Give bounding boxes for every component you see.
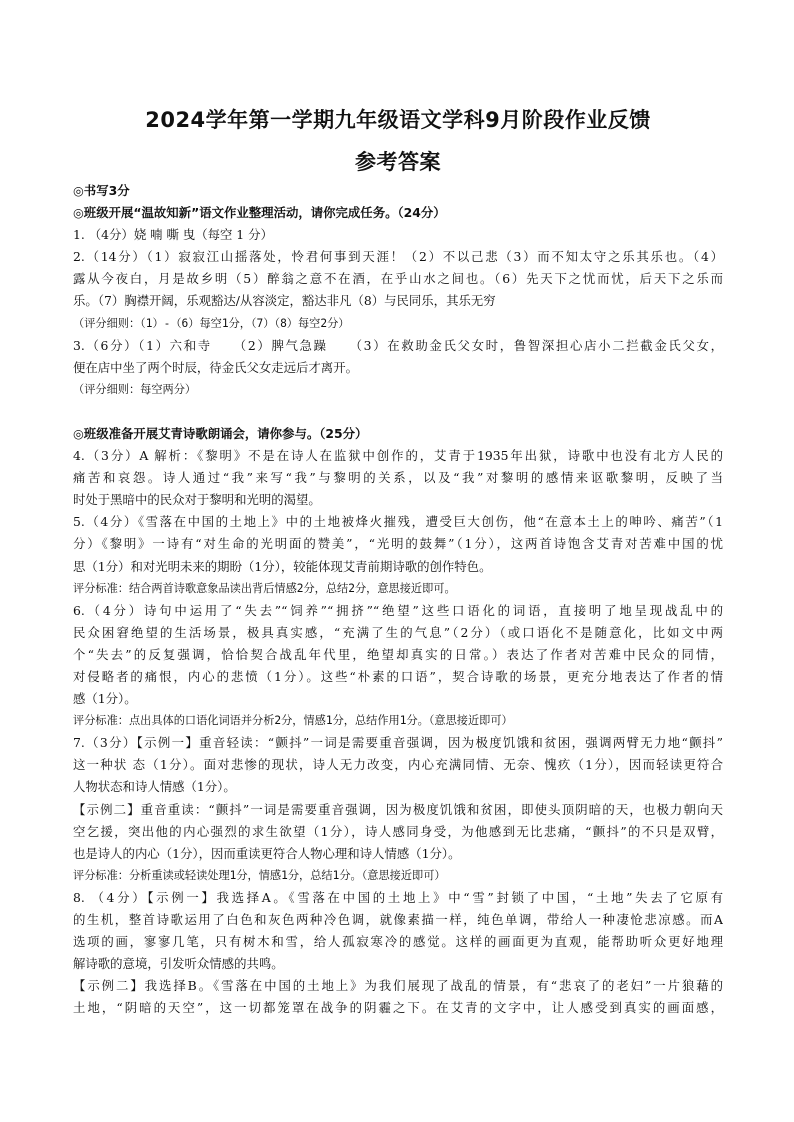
answer-line: 7.（3分）【示例一】重音轻读：“颤抖”一词是需要重音强调，因为极度饥饿和贫困，强调两臂无力地“颤抖” <box>73 735 723 751</box>
blank-line <box>73 401 723 423</box>
answer-line: 土地，“阴暗的天空”，这一切都笼罩在战争的阴霾之下。在艾青的文字中，让人感受到真实的画面感， <box>73 1000 723 1016</box>
answer-line: 5.（4分）《雪落在中国的土地上》中的土地被烽火摧残，遭受巨大创伤，他“在意本土上的呻吟、痛苦”（1 <box>73 514 723 530</box>
answer-line: 思（1分）和对光明未来的期盼（1分），较能体现艾青前期诗歌的创作特色。 <box>73 558 492 574</box>
answer-line: 露从今夜白，月是故乡明（5）醉翁之意不在酒，在乎山水之间也。（6）先天下之忧而忧，后天下之乐而 <box>73 271 723 287</box>
page-subtitle: 参考答案 <box>355 150 441 174</box>
section-heading: ◎班级准备开展艾青诗歌朗诵会，请你参与。（25分） <box>73 425 368 441</box>
scoring-note: 评分标准：结合两首诗歌意象品读出背后情感2分，总结2分，意思接近即可。 <box>73 581 456 595</box>
answer-line: 民众困窘绝望的生活场景，极具真实感，“充满了生的气息”（2分）（或口语化不是随意化，比如文中两 <box>73 624 723 640</box>
answer-line: 乐。（7）胸襟开阔，乐观豁达/从容淡定，豁达非凡（8）与民同乐，其乐无穷 <box>73 293 496 309</box>
answer-line: 痛苦和哀怨。诗人通过“我”来写“我”与黎明的关系，以及“我”对黎明的感情来讴歌黎明，反映了当 <box>73 470 723 486</box>
scoring-note: 评分标准：点出具体的口语化词语并分析2分，情感1分，总结作用1分。（意思接近即可） <box>73 714 513 728</box>
answer-line: 6.（4分）诗句中运用了“失去”“饲养”“拥挤”“绝望”这些口语化的词语，直接明了地呈现战乱中的 <box>73 602 723 618</box>
answer-line: 【示例二】我选择B。《雪落在中国的土地上》为我们展现了战乱的情景，有“悲哀了的老妇”一片狼藉的 <box>73 978 723 994</box>
answer-line: 1. （4分）娆 喃 嘶 曳（每空 1 分） <box>73 227 273 243</box>
answer-line: 对侵略者的痛恨，内心的悲愤（1分）。这些“朴素的口语”，契合诗歌的场景，更充分地表达了作者的情 <box>73 668 723 684</box>
answer-line: 空乞援，突出他的内心强烈的求生欲望（1分），诗人感同身受，为他感到无比悲痛，“颤抖”的不只是双臂， <box>73 823 723 839</box>
answer-line: 解诗歌的意境，引发听众情感的共鸣。 <box>73 956 284 972</box>
answer-line: 的生机，整首诗歌运用了白色和灰色两种冷色调，就像素描一样，纯色单调，带给人一种凄怆悲凉感。而A <box>73 912 723 927</box>
answer-line: 【示例二】重音重读：“颤抖”一词是需要重音强调，因为极度饥饿和贫困，即使头顶阴暗的天，也极力朝向天 <box>73 801 723 817</box>
answer-line: 2.（14分）（1）寂寂江山摇落处，怜君何事到天涯！（2）不以己悲（3）而不知太守之乐其乐也。（4） <box>73 249 723 265</box>
answer-line: 也是诗人的内心（1分），因而重读更符合人物心理和诗人情感（1分）。 <box>73 845 461 861</box>
page-title: 2024学年第一学期九年级语文学科9月阶段作业反馈 <box>145 108 651 132</box>
answer-line: 3.（6分）（1）六和寺 （2）脾气急躁 （3）在救助金氏父女时，鲁智深担心店小二拦截金氏父女， <box>73 337 723 353</box>
answer-line: 人物状态和诗人情感（1分）。 <box>73 779 236 795</box>
scoring-note: （评分细则：每空两分） <box>73 382 197 396</box>
section-heading: ◎书写3分 <box>73 183 130 198</box>
scoring-note: 评分标准：分析重读或轻读处理1分，情感1分，总结1分。（意思接近即可） <box>73 868 446 882</box>
answer-line: 4.（3分）A 解析：《黎明》不是在诗人在监狱中创作的，艾青于1935年出狱，诗歌中也没有北方人民的 <box>73 448 723 464</box>
scoring-note: （评分细则：（1）-（6）每空1分，（7）（8）每空2分） <box>73 316 350 330</box>
section-heading: ◎班级开展“温故知新”语文作业整理活动，请你完成任务。（24分） <box>73 205 446 221</box>
answer-line: 8. （4分）【示例一】我选择A。《雪落在中国的土地上》中“雪”封锁了中国，“土地”失去了它原有 <box>73 889 723 905</box>
answer-line: 个“失去”的反复强调，恰恰契合战乱年代里，绝望却真实的日常。）表达了作者对苦难中民众的同情， <box>73 646 723 662</box>
answer-content <box>73 180 723 1019</box>
answer-line: 选项的画，寥寥几笔，只有树木和雪，给人孤寂寒冷的感觉。这样的画面更为直观，能帮助听众更好地理 <box>73 934 723 950</box>
answer-line: 分）《黎明》一诗有“对生命的光明面的赞美”，“光明的鼓舞”（1分），这两首诗饱含艾青对苦难中国的忧 <box>73 536 723 552</box>
answer-line: 便在店中坐了两个时辰，待金氏父女走远后才离开。 <box>73 359 358 375</box>
answer-line: 这一种状 态（1分）。面对悲惨的现状，诗人无力改变，内心充满同情、无奈、愧疚（1分），因而轻读更符合 <box>73 757 723 773</box>
answer-line: 时处于黑暗中的民众对于黎明和光明的渴望。 <box>73 492 321 508</box>
answer-line: 感（1分）。 <box>73 691 137 707</box>
